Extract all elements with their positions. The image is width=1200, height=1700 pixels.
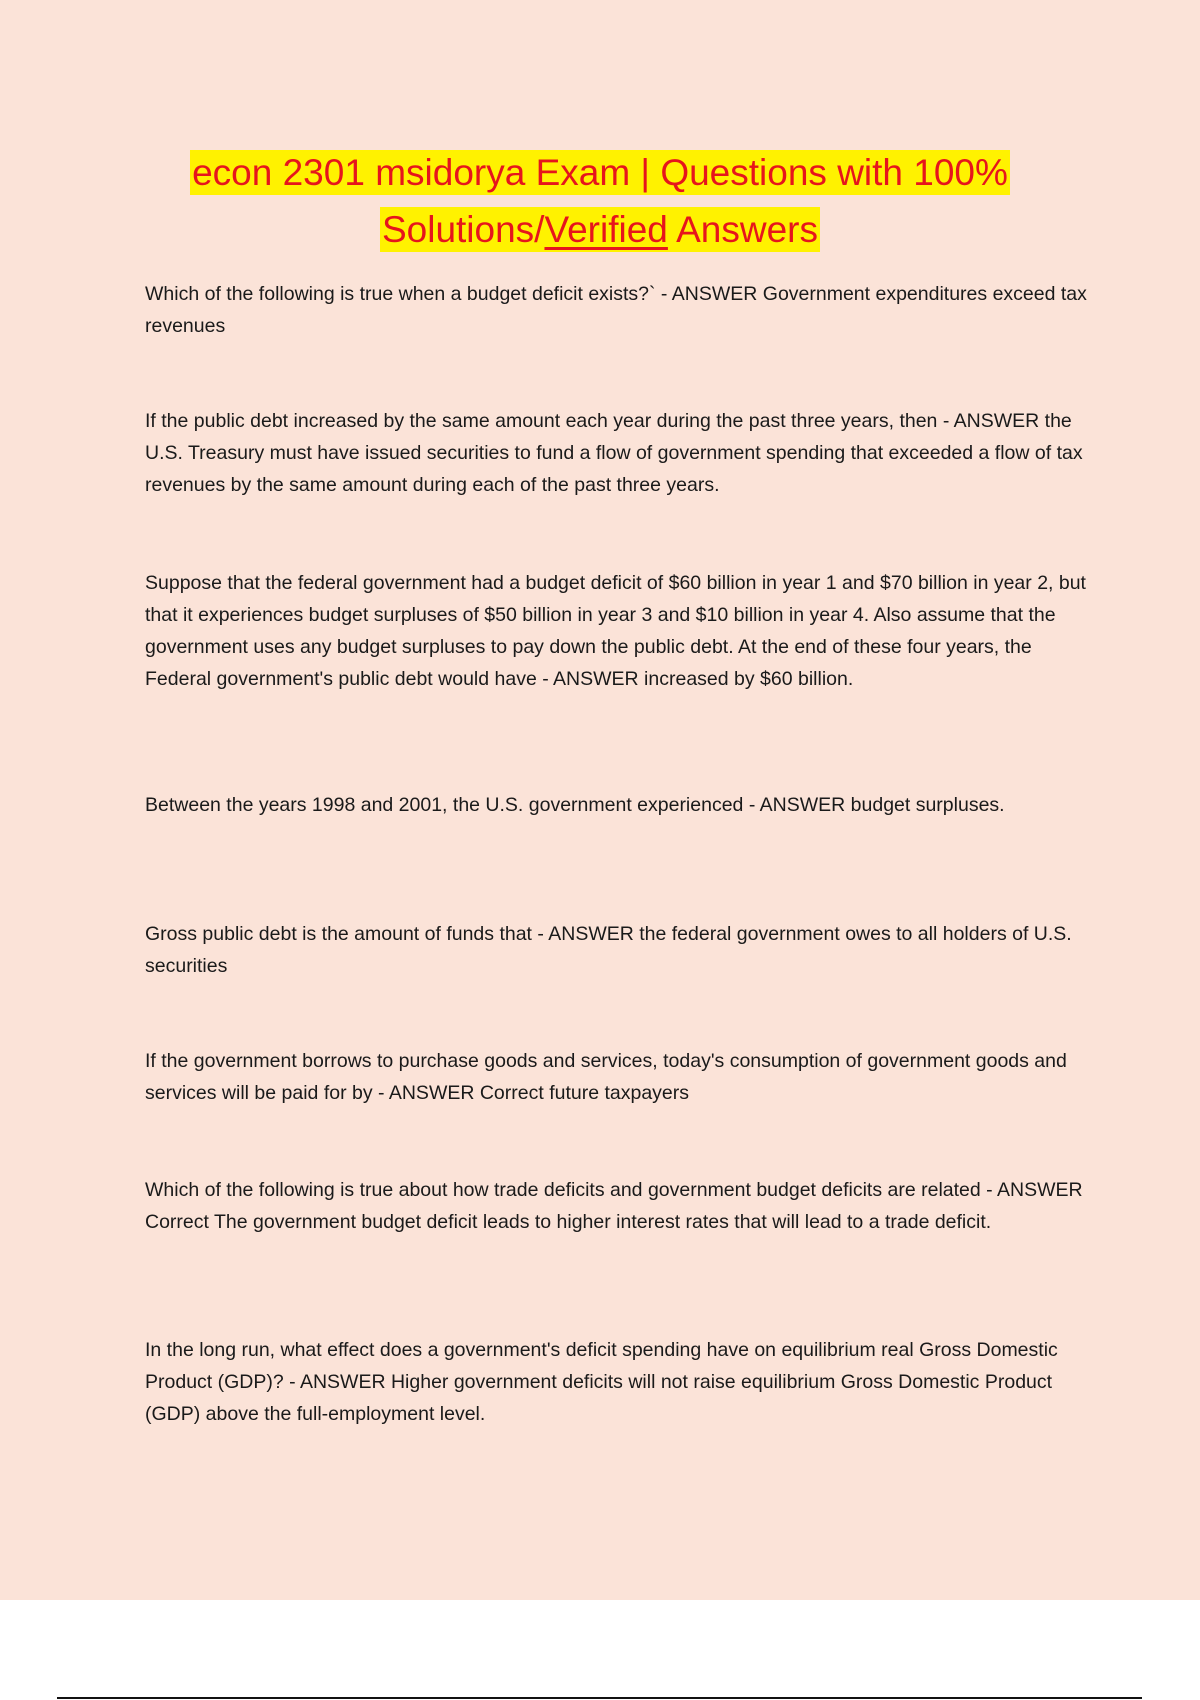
title-line-2	[0, 201, 1200, 258]
document-title	[0, 144, 1200, 258]
title-line-1-text: econ 2301 msidorya Exam | Questions with 100%	[192, 152, 1008, 193]
qa-item-4: Between the years 1998 and 2001, the U.S. government experienced - ANSWER budget surpluses.	[145, 794, 1005, 816]
title-line-2-underlined: Verified	[544, 209, 668, 250]
qa-item-7: Which of the following is true about how trade deficits and government budget deficits are related - ANSWER Correct The government budget deficit leads to higher interest rates that will lead to a trade deficit.	[145, 1179, 1083, 1233]
footer-divider	[57, 1697, 1142, 1699]
title-line-1	[0, 144, 1200, 201]
qa-item-8: In the long run, what effect does a government's deficit spending have on equilibrium real Gross Domestic Product (GDP)? - ANSWER Higher government deficits will not raise equilibrium Gross Domestic Product (GDP) above the full-employment level.	[145, 1339, 1058, 1425]
qa-item-2: If the public debt increased by the same amount each year during the past three years, then - ANSWER the U.S. Treasury must have issued securities to fund a flow of government spending that exceeded a flow of tax revenues by the same amount during each of the past three years.	[145, 410, 1083, 496]
title-line-2-post: Answers	[667, 209, 819, 250]
qa-item-5: Gross public debt is the amount of funds that - ANSWER the federal government owes to all holders of U.S. securities	[145, 923, 1072, 977]
qa-item-3: Suppose that the federal government had a budget deficit of $60 billion in year 1 and $70 billion in year 2, but that it experiences budget surpluses of $50 billion in year 3 and $10 billion in year 4. Also assume that the government uses any budget surpluses to pay down the public debt. At the end of these four years, the Federal government's public debt would have - ANSWER increased by $60 billion.	[145, 572, 1086, 690]
qa-item-1: Which of the following is true when a budget deficit exists?` - ANSWER Government expenditures exceed tax revenues	[145, 283, 1087, 337]
qa-item-6: If the government borrows to purchase goods and services, today's consumption of government goods and services will be paid for by - ANSWER Correct future taxpayers	[145, 1050, 1067, 1104]
title-line-2-highlight	[380, 207, 820, 252]
title-line-2-pre: Solutions/	[381, 209, 545, 250]
